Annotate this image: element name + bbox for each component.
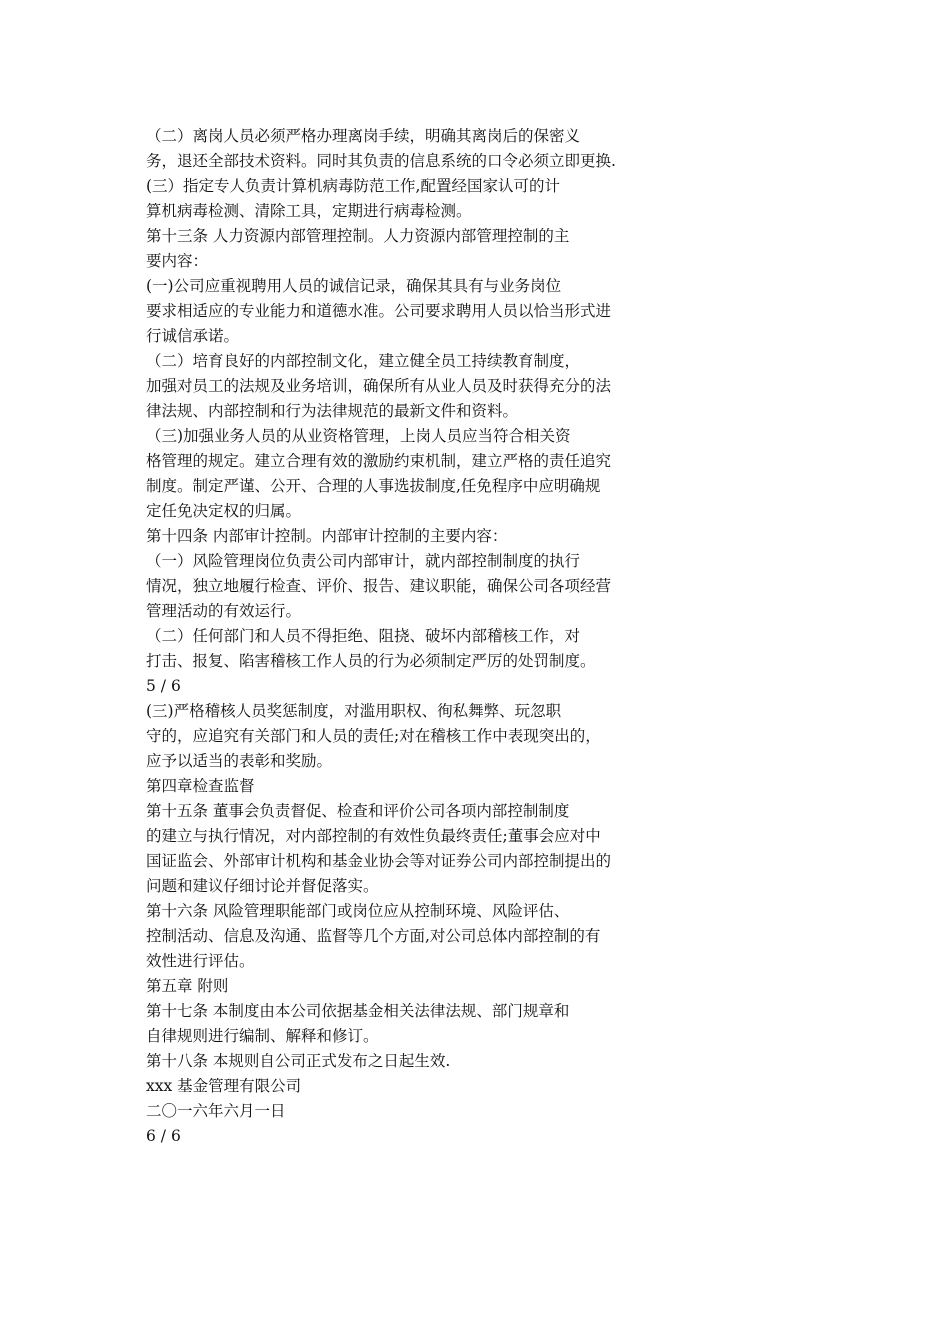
text-line: 效性进行评估。: [146, 952, 255, 970]
article-heading: 第十六条 风险管理职能部门或岗位应从控制环境、风险评估、: [146, 902, 570, 920]
text-line: 要求相适应的专业能力和道德水准。公司要求聘用人员以恰当形式进: [146, 302, 612, 320]
text-line: 控制活动、信息及沟通、监督等几个方面,对公司总体内部控制的有: [146, 927, 601, 945]
text-line: 务，退还全部技术资料。同时其负责的信息系统的口令必须立即更换.: [146, 152, 616, 170]
text-line: 加强对员工的法规及业务培训，确保所有从业人员及时获得充分的法: [146, 377, 612, 395]
text-line: （二）离岗人员必须严格办理离岗手续，明确其离岗后的保密义: [146, 127, 581, 145]
article-heading: 第十三条 人力资源内部管理控制。人力资源内部管理控制的主: [146, 227, 570, 245]
text-line: （二）培育良好的内部控制文化，建立健全员工持续教育制度，: [146, 352, 581, 370]
text-line: （三)加强业务人员的从业资格管理，上岗人员应当符合相关资: [146, 427, 571, 445]
document-body: [146, 124, 666, 1149]
text-line: 问题和建议仔细讨论并督促落实。: [146, 877, 379, 895]
text-line: 定任免决定权的归属。: [146, 502, 302, 520]
text-line: 应予以适当的表彰和奖励。: [146, 752, 333, 770]
text-line: 守的，应追究有关部门和人员的责任;对在稽核工作中表现突出的，: [146, 727, 601, 745]
document-date: 二〇一六年六月一日: [146, 1102, 286, 1120]
text-line: 情况，独立地履行检查、评价、报告、建议职能，确保公司各项经营: [146, 577, 612, 595]
article-heading: 第十四条 内部审计控制。内部审计控制的主要内容：: [146, 527, 508, 545]
text-line: (三)严格稽核人员奖惩制度，对滥用职权、徇私舞弊、玩忽职: [146, 702, 562, 720]
text-line: 要内容：: [146, 252, 209, 270]
text-line: （二）任何部门和人员不得拒绝、阻挠、破坏内部稽核工作，对: [146, 627, 581, 645]
text-line: 国证监会、外部审计机构和基金业协会等对证券公司内部控制提出的: [146, 852, 612, 870]
text-line: 的建立与执行情况，对内部控制的有效性负最终责任;董事会应对中: [146, 827, 601, 845]
article-heading: 第十八条 本规则自公司正式发布之日起生效.: [146, 1052, 451, 1070]
chapter-heading: 第四章检查监督: [146, 777, 255, 795]
article-heading: 第十五条 董事会负责督促、检查和评价公司各项内部控制制度: [146, 802, 570, 820]
text-line: 律法规、内部控制和行为法律规范的最新文件和资料。: [146, 402, 519, 420]
text-line: 管理活动的有效运行。: [146, 602, 302, 620]
text-line: 算机病毒检测、清除工具，定期进行病毒检测。: [146, 202, 472, 220]
text-line: 制度。制定严谨、公开、合理的人事选拔制度,任免程序中应明确规: [146, 477, 601, 495]
chapter-heading: 第五章 附则: [146, 977, 229, 995]
page-number: 6 / 6: [146, 1127, 181, 1145]
text-line: 自律规则进行编制、解释和修订。: [146, 1027, 379, 1045]
company-name: xxx 基金管理有限公司: [146, 1077, 302, 1095]
article-heading: 第十七条 本制度由本公司依据基金相关法律法规、部门规章和: [146, 1002, 570, 1020]
text-line: 行诚信承诺。: [146, 327, 240, 345]
text-line: 打击、报复、陷害稽核工作人员的行为必须制定严厉的处罚制度。: [146, 652, 596, 670]
text-line: （一）风险管理岗位负责公司内部审计，就内部控制制度的执行: [146, 552, 581, 570]
text-line: (三）指定专人负责计算机病毒防范工作,配置经国家认可的计: [146, 177, 560, 195]
text-line: (一)公司应重视聘用人员的诚信记录，确保其具有与业务岗位: [146, 277, 562, 295]
page-number: 5 / 6: [146, 677, 181, 695]
text-line: 格管理的规定。建立合理有效的激励约束机制，建立严格的责任追究: [146, 452, 612, 470]
